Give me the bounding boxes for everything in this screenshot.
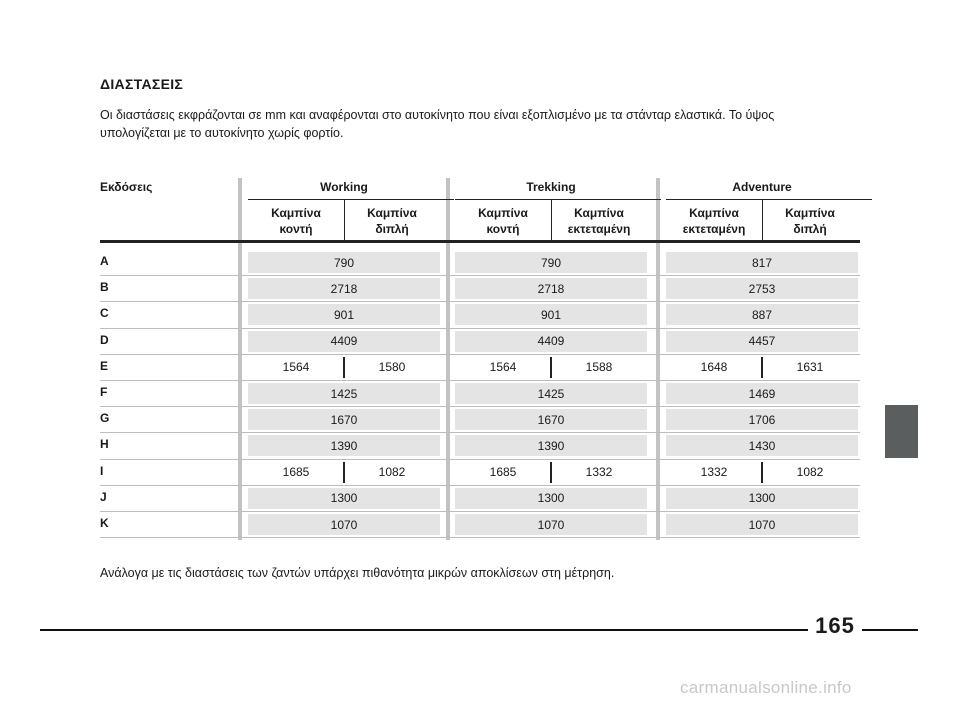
intro-paragraph: Οι διαστάσεις εκφράζονται σε mm και αναφέρονται στο αυτοκίνητο που είναι εξοπλισμένο με τα στάνταρ ελαστικά. Το ύψος υπολογίζεται με το αυτοκίνητο χωρίς φορτίο.: [100, 108, 775, 140]
row-separator: [100, 354, 860, 355]
dimensions-table: [100, 178, 860, 540]
value-cell: 2718: [248, 278, 440, 299]
variant-divider: [762, 199, 763, 240]
value-cell: 1070: [666, 514, 858, 535]
value-cell: 817: [666, 252, 858, 273]
split-divider: [343, 462, 345, 483]
value-cell: 2718: [455, 278, 647, 299]
footnote: Ανάλογα με τις διαστάσεις των ζαντών υπάρχει πιθανότητα μικρών αποκλίσεων στη μέτρηση.: [100, 566, 615, 580]
row-label-f: F: [100, 385, 108, 399]
value-cell: 790: [248, 252, 440, 273]
value-half: 1580: [378, 360, 406, 375]
row-separator: [100, 406, 860, 407]
split-divider: [550, 462, 552, 483]
watermark: carmanualsonline.info: [680, 678, 852, 697]
section-tab-marker: [885, 405, 918, 458]
value-half: 1332: [700, 465, 728, 480]
value-half: 1685: [489, 465, 517, 480]
variant-header: Καμπίνα διπλή: [367, 206, 417, 236]
row-label-i: I: [100, 463, 104, 478]
value-cell: 1300: [666, 488, 858, 509]
value-cell: [248, 357, 440, 378]
value-cell: 1706: [666, 409, 858, 430]
value-cell: 887: [666, 304, 858, 325]
value-half: 1588: [585, 360, 613, 375]
value-cell: 1390: [455, 435, 647, 456]
page-number: 165: [815, 613, 855, 638]
value-cell: [455, 357, 647, 378]
row-label-j: J: [100, 489, 107, 504]
value-cell: [455, 462, 647, 483]
row-label-d: D: [100, 332, 109, 347]
row-label-g: G: [100, 411, 110, 426]
group-rule: [248, 199, 454, 200]
value-cell: 1670: [455, 409, 647, 430]
value-cell: 1425: [248, 383, 440, 404]
group-header-trekking: Trekking: [526, 180, 576, 194]
row-label-h: H: [100, 437, 109, 452]
row-label-b: B: [100, 280, 109, 295]
row-separator: [100, 275, 860, 276]
row-label-c: C: [100, 306, 109, 321]
value-half: 1082: [378, 465, 406, 480]
row-separator: [100, 432, 860, 433]
variant-header: Καμπίνα διπλή: [785, 206, 835, 236]
value-half: 1082: [796, 465, 824, 480]
variant-header: Καμπίνα κοντή: [478, 206, 528, 236]
corner-header: Εκδόσεις: [100, 180, 153, 194]
value-cell: 4409: [455, 331, 647, 352]
split-divider: [550, 357, 552, 378]
row-label-a: A: [100, 254, 109, 268]
value-cell: 1070: [455, 514, 647, 535]
split-divider: [761, 357, 763, 378]
page-title: ΔΙΑΣΤΑΣΕΙΣ: [100, 76, 184, 92]
row-separator: [100, 459, 860, 460]
value-cell: [248, 462, 440, 483]
row-separator: [100, 328, 860, 329]
row-separator: [100, 537, 860, 538]
variant-header: Καμπίνα εκτεταμένη: [567, 206, 631, 236]
group-header-working: Working: [320, 180, 368, 194]
header-rule: [100, 240, 860, 243]
value-cell: 1300: [455, 488, 647, 509]
value-half: 1564: [282, 360, 310, 375]
variant-divider: [551, 199, 552, 240]
page-rule-right: [862, 629, 918, 631]
group-rule: [666, 199, 872, 200]
value-half: 1631: [796, 360, 824, 375]
value-half: 1332: [585, 465, 613, 480]
value-cell: 1430: [666, 435, 858, 456]
row-separator: [100, 511, 860, 512]
group-header-adventure: Adventure: [732, 180, 792, 194]
row-separator: [100, 301, 860, 302]
variant-header: Καμπίνα εκτεταμένη: [682, 206, 746, 236]
value-cell: 1390: [248, 435, 440, 456]
value-cell: 901: [248, 304, 440, 325]
row-label-e: E: [100, 358, 109, 373]
value-cell: [666, 462, 858, 483]
value-cell: 4457: [666, 331, 858, 352]
value-half: 1648: [700, 360, 728, 375]
row-separator: [100, 380, 860, 381]
value-cell: 1425: [455, 383, 647, 404]
page-rule-left: [40, 629, 808, 631]
row-label-k: K: [100, 516, 109, 530]
value-half: 1685: [282, 465, 310, 480]
variant-divider: [344, 199, 345, 240]
value-cell: 790: [455, 252, 647, 273]
value-cell: 4409: [248, 331, 440, 352]
group-rule: [455, 199, 661, 200]
variant-header: Καμπίνα κοντή: [271, 206, 321, 236]
value-cell: [666, 357, 858, 378]
split-divider: [761, 462, 763, 483]
row-separator: [100, 485, 860, 486]
value-cell: 2753: [666, 278, 858, 299]
value-half: 1564: [489, 360, 517, 375]
value-cell: 1300: [248, 488, 440, 509]
value-cell: 1670: [248, 409, 440, 430]
split-divider: [343, 357, 345, 378]
value-cell: 1469: [666, 383, 858, 404]
value-cell: 1070: [248, 514, 440, 535]
value-cell: 901: [455, 304, 647, 325]
